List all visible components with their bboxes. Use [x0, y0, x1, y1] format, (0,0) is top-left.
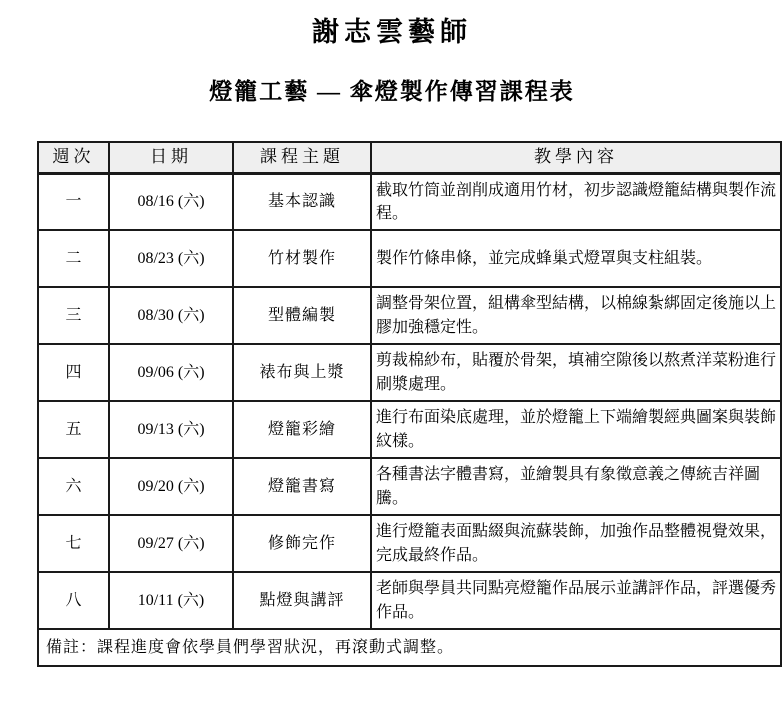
cell-week: 五 [38, 401, 109, 458]
cell-content: 剪裁棉紗布，貼覆於骨架，填補空隙後以熬煮洋菜粉進行刷漿處理。 [371, 344, 781, 401]
cell-date: 09/20 (六) [109, 458, 233, 515]
table-row-week-1 [38, 173, 781, 230]
cell-content: 製作竹條串條，並完成蜂巢式燈罩與支柱組裝。 [371, 230, 781, 287]
cell-topic: 竹材製作 [233, 230, 371, 287]
cell-topic: 點燈與講評 [233, 572, 371, 629]
cell-week: 四 [38, 344, 109, 401]
cell-week: 一 [38, 173, 109, 230]
cell-content: 老師與學員共同點亮燈籠作品展示並講評作品，評選優秀作品。 [371, 572, 781, 629]
cell-week: 二 [38, 230, 109, 287]
table-row-week-4 [38, 344, 781, 401]
table-row-week-3 [38, 287, 781, 344]
cell-date: 09/27 (六) [109, 515, 233, 572]
cell-date: 10/11 (六) [109, 572, 233, 629]
cell-topic: 裱布與上漿 [233, 344, 371, 401]
table-row-week-7 [38, 515, 781, 572]
cell-date: 08/23 (六) [109, 230, 233, 287]
cell-content: 進行燈籠表面點綴與流蘇裝飾，加強作品整體視覺效果，完成最終作品。 [371, 515, 781, 572]
cell-date: 08/16 (六) [109, 173, 233, 230]
cell-content: 各種書法字體書寫，並繪製具有象徵意義之傳統吉祥圖騰。 [371, 458, 781, 515]
col-header-content: 教學內容 [371, 142, 781, 173]
cell-topic: 修飾完作 [233, 515, 371, 572]
cell-date: 09/06 (六) [109, 344, 233, 401]
cell-week: 七 [38, 515, 109, 572]
cell-topic: 型體編製 [233, 287, 371, 344]
table-note-row [38, 629, 781, 666]
table-row-week-6 [38, 458, 781, 515]
col-header-date: 日期 [109, 142, 233, 173]
cell-week: 八 [38, 572, 109, 629]
page-title: 謝志雲藝師 [312, 17, 472, 47]
cell-content: 截取竹筒並剖削成適用竹材，初步認識燈籠結構與製作流程。 [371, 173, 781, 230]
cell-week: 六 [38, 458, 109, 515]
cell-topic: 基本認識 [233, 173, 371, 230]
table-row-week-5 [38, 401, 781, 458]
cell-date: 08/30 (六) [109, 287, 233, 344]
cell-content: 進行布面染底處理，並於燈籠上下端繪製經典圖案與裝飾紋樣。 [371, 401, 781, 458]
page-subtitle: 燈籠工藝 — 傘燈製作傳習課程表 [209, 79, 575, 105]
table-row-week-2 [38, 230, 781, 287]
course-schedule-table [37, 141, 782, 667]
cell-topic: 燈籠書寫 [233, 458, 371, 515]
cell-date: 09/13 (六) [109, 401, 233, 458]
col-header-week: 週次 [38, 142, 109, 173]
table-row-week-8 [38, 572, 781, 629]
col-header-topic: 課程主題 [233, 142, 371, 173]
cell-week: 三 [38, 287, 109, 344]
table-header-row [38, 142, 781, 173]
cell-content: 調整骨架位置，組構傘型結構，以棉線紮綁固定後施以上膠加強穩定性。 [371, 287, 781, 344]
cell-topic: 燈籠彩繪 [233, 401, 371, 458]
note-cell: 備註：課程進度會依學員們學習狀況，再滾動式調整。 [38, 629, 781, 666]
